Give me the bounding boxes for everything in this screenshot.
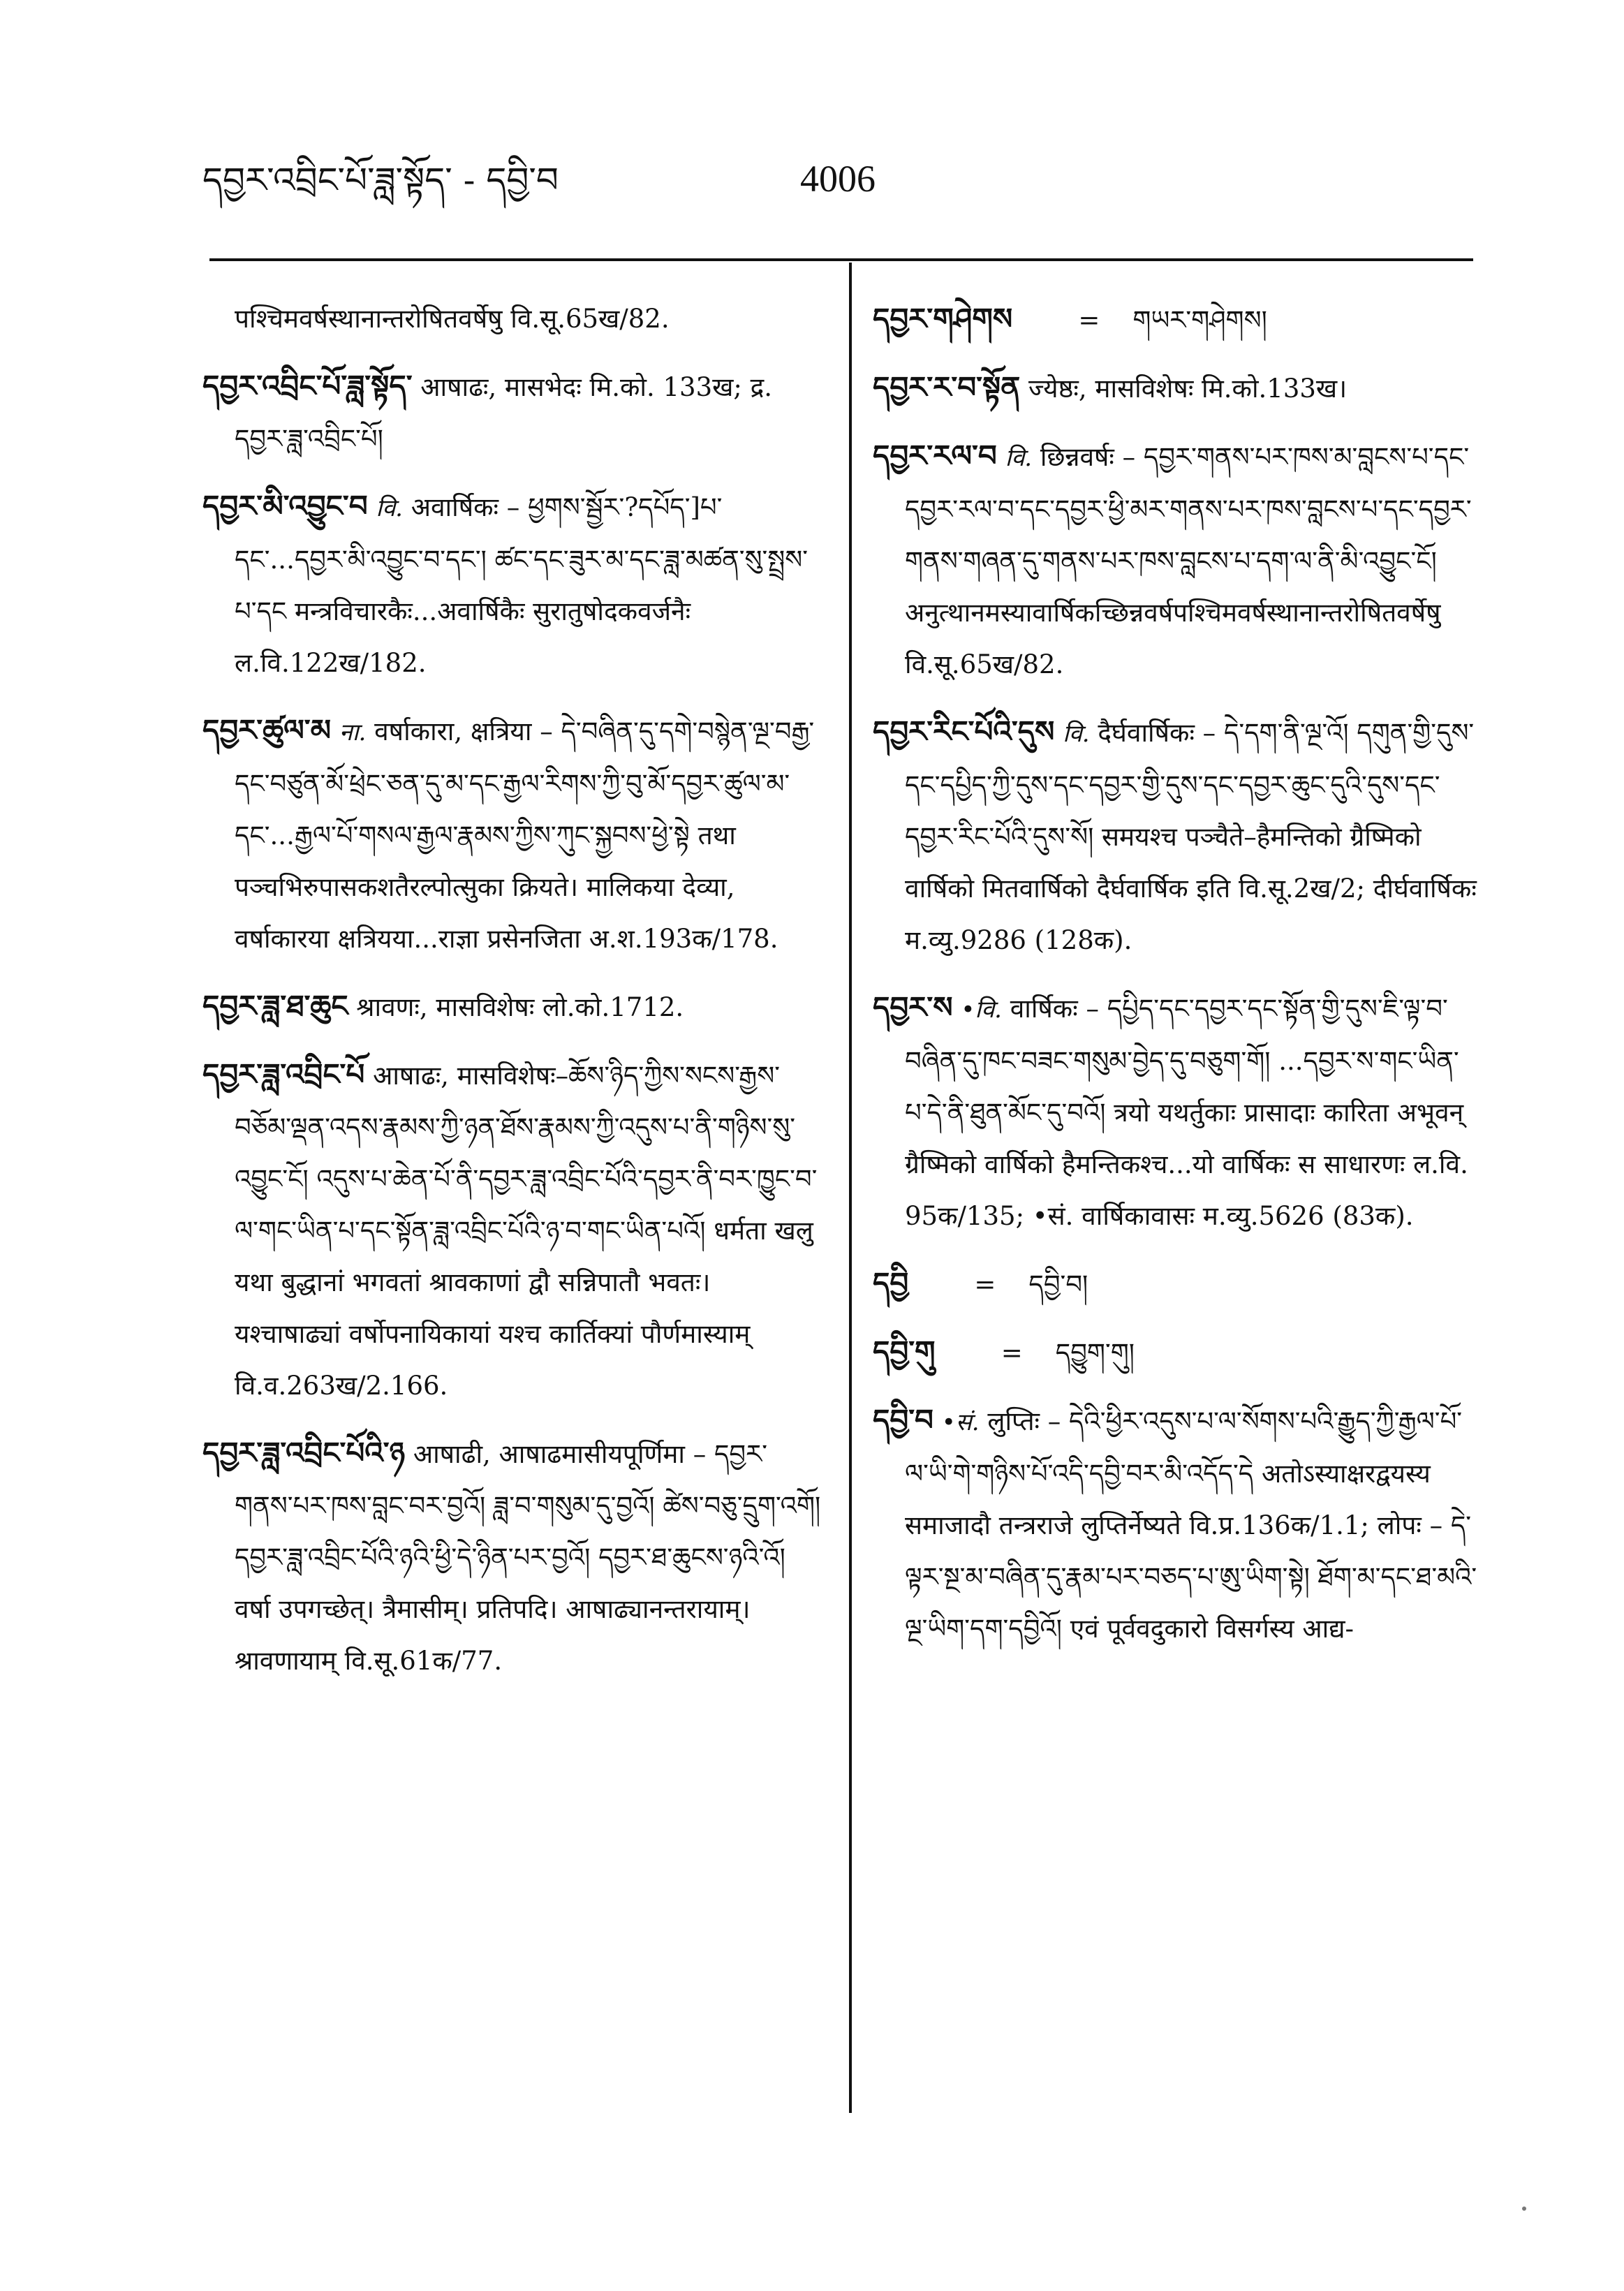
entry-body: वार्षिकः – དཔྱིད་དང་དབྱར་དང་སྟོན་གྱི་དུས་ཇི་ལྟ་བ་བཞིན་དུ་ཁང་བཟང་གསུམ་བྱེད་དུ་བཅུག་གོ། ...དབྱར་ས་གང་ཡིན་པ་དེ་ནི་ཐུན་མོང་དུ་བའོ། त्रयो यथर्तुकाः प्रासादाः कारिता अभूवन् ग्रैष्मिको वार्षिको हैमन्तिकश्च...यो वार्षिकः स साधारणः ल.वि. 95क/135; •सं. वार्षिकावासः म.व्यु.5626 (83क). [905, 994, 1468, 1231]
dictionary-entry [202, 1427, 824, 1687]
grammar-label: वि. [1005, 444, 1033, 472]
dictionary-entry [873, 430, 1480, 691]
scan-speck [1522, 2207, 1526, 2211]
dictionary-entry [873, 1326, 1480, 1379]
cross-reference-sign: = [908, 1269, 1021, 1299]
headword: དབྱར་ཟླ་འབྲིང་པོའི་ཉ [202, 1436, 406, 1470]
entry-body: श्रावणः, मासविशेषः लो.को.1712. [356, 992, 684, 1022]
page-number: 4006 [800, 158, 876, 200]
header-rule [209, 258, 1473, 261]
headword: དབྱར་རིང་པོའི་དུས [873, 714, 1055, 749]
headword: དབྱར་ཟླ་ཐ་ཆུང [202, 989, 348, 1023]
running-head: དབྱར་འབྲིང་པོ་ཟླ་སྟོད་ - དབྱི་བ [202, 160, 559, 200]
dictionary-entry [202, 980, 824, 1033]
dictionary-entry [873, 362, 1480, 415]
entry-body: पश्चिमवर्षस्थानान्तरोषितवर्षेषु वि.सू.65ख/82. [235, 304, 670, 334]
dictionary-entry [202, 480, 824, 689]
dictionary-entry [202, 360, 824, 465]
grammar-label: •वि. [961, 996, 1002, 1024]
dictionary-entry [202, 1049, 824, 1412]
grammar-label: वि. [1063, 720, 1090, 748]
entry-body: དབྱུག་གུ། [1055, 1338, 1135, 1368]
headword: དབྱར་ས [873, 990, 953, 1024]
entry-body: अवार्षिकः – ཕྱགས་སྦྱོར་?དཔོད་]པ་དང་...དབྱར་མི་འབྱུང་བ་དང་། ཚང་དང་ཟུར་མ་དང་ཟླ་མཚན་སུ་སྤྲས་པ་དང मन्त्रविचारकैः...अवार्षिकैः सुरातुषोदकवर्जनैः ल.वि.122ख/182. [235, 492, 809, 678]
headword: དབྱི་གུ [873, 1334, 936, 1369]
entry-body: आषाढः, मासभेदः मि.को. 133ख; द्र. དབྱར་ཟླ་འབྲིང་པོ། [235, 372, 773, 454]
cross-reference-sign: = [935, 1338, 1048, 1368]
entry-body: लुप्तिः – དེའི་ཕྱིར་འདུས་པ་ལ་སོགས་པའི་རྒྱུད་ཀྱི་རྒྱལ་པོ་ལ་ཡི་གེ་གཉིས་པོ་འདི་དབྱི་བར་མི་འདོད་དེ अतोऽस्याक्षरद्वयस्य समाजादौ तन्त्रराजे लुप्तिर्नेष्यते वि.प्र.136क/1.1; लोपः – དེ་ལྟར་སྔ་མ་བཞིན་དུ་རྣམ་པར་བཅད་པ་ཨུ་ཡིག་སྟེ། ཐོག་མ་དང་ཐ་མའི་ལྔ་ཡིག་དག་དབྱིའོ། एवं पूर्ववदुकारो विसर्गस्य आद्य- [905, 1406, 1477, 1644]
headword: དབྱི [873, 1266, 909, 1300]
entry-body: གཡར་གཤེགས། [1132, 305, 1267, 335]
dictionary-entry [873, 706, 1480, 966]
entry-body: आषाढः, मासविशेषः–ཆོས་ཉིད་ཀྱིས་སངས་རྒྱས་བཅོམ་ལྡན་འདས་རྣམས་ཀྱི་ཉན་ཐོས་རྣམས་ཀྱི་འདུས་པ་ནི་གཉིས་སུ་འབྱུང་ངོ། འདུས་པ་ཆེན་པོ་ནི་དབྱར་ཟླ་འབྲིང་པོའི་དབྱར་ནི་བར་ཁྱུང་བ་ལ་གང་ཡིན་པ་དང་སྟོན་ཟླ་འབྲིང་པོའི་ཉ་བ་གང་ཡིན་པའོ། धर्मता खलु यथा बुद्धानां भगवतां श्रावकाणां द्वौ सन्निपातौ भवतः। यश्चाषाढ्यां वर्षोपनायिकायां यश्च कार्तिक्यां पौर्णमास्याम् वि.व.263ख/2.166. [235, 1061, 818, 1401]
grammar-label: वि. [376, 494, 403, 522]
entry-body: དབྱི་བ། [1028, 1269, 1088, 1299]
entry-body: छिन्नवर्षः – དབྱར་གནས་པར་ཁས་མ་བླངས་པ་དང་དབྱར་རལ་བ་དང་དབྱར་ཕྱི་མར་གནས་པར་ཁས་བླངས་པ་དང་དབྱར་གནས་གཞན་དུ་གནས་པར་ཁས་བླངས་པ་དག་ལ་ནི་མི་འབྱུང་ངོ། अनुत्थानमस्यावार्षिकच्छिन्नवर्षपश्चिमवर्षस्थानान्तरोषितवर्षेषु वि.सू.65ख/82. [905, 442, 1472, 679]
grammar-label: ना. [339, 719, 367, 746]
entry-body: ज्येष्ठः, मासविशेषः मि.को.133ख। [1028, 374, 1348, 404]
column-divider [849, 263, 852, 2113]
grammar-label: •सं. [941, 1408, 980, 1436]
headword: དབྱར་ཚུལ་མ [202, 713, 332, 747]
headword: དབྱར་རལ་བ [873, 439, 997, 473]
dictionary-entry [873, 1258, 1480, 1311]
headword: དབྱར་འབྲིང་པོ་ཟླ་སྟོད་ [202, 369, 413, 403]
entry-body: आषाढी, आषाढमासीयपूर्णिमा – དབྱར་གནས་པར་ཁས་བླང་བར་བྱའོ། ཟླ་བ་གསུམ་དུ་བྱའོ། ཚེས་བཅུ་དྲུག་འགོ། དབྱར་ཟླ་འབྲིང་པོའི་ཉའི་ཕྱི་དེ་ཉིན་པར་བྱའོ། དབྱར་ཐ་ཆུངས་ཉའི་འོ། वर्षा उपगच्छेत्। त्रैमासीम्। प्रतिपदि। आषाढ्यानन्तरायाम्। श्रावणायाम् वि.सू.61क/77. [235, 1439, 821, 1676]
dictionary-entry [202, 705, 824, 965]
cross-reference-sign: = [1012, 305, 1125, 335]
dictionary-entry [873, 1394, 1480, 1655]
dictionary-entry [873, 982, 1480, 1242]
dictionary-entry [873, 293, 1480, 346]
entry-body: वर्षाकारा, क्षत्रिया – དེ་བཞིན་དུ་དགེ་བསྙེན་ལྔ་བརྒྱ་དང་བཙུན་མོ་ཕྲེང་ཅན་དུ་མ་དང་རྒྱལ་རིགས་ཀྱི་བུ་མོ་དབྱར་ཚུལ་མ་དང་...རྒྱལ་པོ་གསལ་རྒྱལ་རྣམས་ཀྱིས་ཀུང་སྐྱབས་ཕྱེ་སྟེ तथा पञ्चभिरुपासकशतैरल्पोत्सुका क्रियते। मालिकया देव्या, वर्षाकारया क्षत्रियया...राज्ञा प्रसेनजिता अ.श.193क/178. [235, 716, 815, 954]
entry-body: दैर्घवार्षिकः – དེ་དག་ནི་ལྔ་འོ། དགུན་གྱི་དུས་དང་དཔྱིད་ཀྱི་དུས་དང་དབྱར་གྱི་དུས་དང་དབྱར་ཆུང་དུའི་དུས་དང་དབྱར་རིང་པོའི་དུས་སོ། समयश्च पञ्चैते–हैमन्तिको ग्रैष्मिको वार्षिको मितवार्षिको दैर्घवार्षिक इति वि.सू.2ख/2; दीर्घवार्षिकः म.व्यु.9286 (128क). [905, 718, 1477, 955]
dictionary-entry [202, 293, 824, 345]
right-column [873, 293, 1480, 1670]
headword: དབྱར་ཟླ་འབྲིང་པོ [202, 1057, 365, 1091]
headword: དབྱར་མི་འབྱུང་བ [202, 489, 368, 523]
headword: དབྱར་ར་བ་སྟོན [873, 370, 1021, 404]
headword: དབྱི་བ [873, 1403, 933, 1437]
left-column [202, 293, 824, 1702]
headword: དབྱར་གཤེགས [873, 302, 1013, 336]
